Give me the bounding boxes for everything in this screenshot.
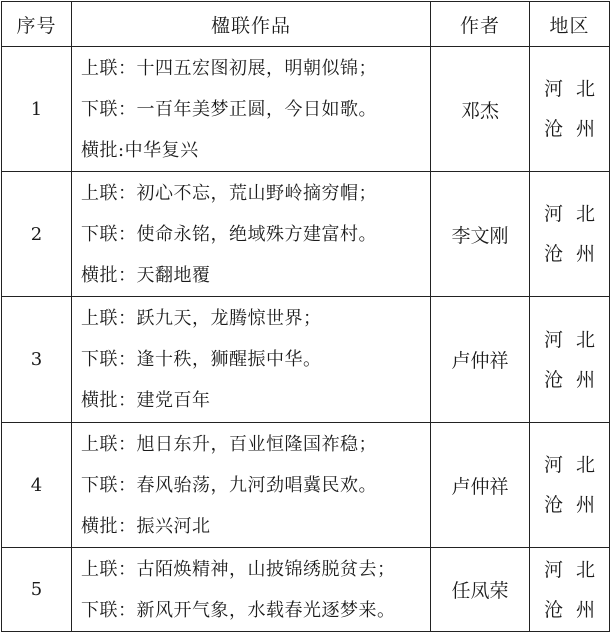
row-work <box>72 172 431 297</box>
region-char: 沧 <box>543 368 563 391</box>
lower-couplet: 下联：使命永铭，绝域殊方建富村。 <box>81 223 377 245</box>
region-char: 州 <box>575 598 595 621</box>
row-author: 任凤荣 <box>431 548 530 632</box>
upper-couplet: 上联：旭日东升，百业恒隆国祚稳； <box>81 433 377 455</box>
upper-couplet: 上联：古陌焕精神，山披锦绣脱贫去； <box>81 558 396 580</box>
lower-couplet: 下联：逢十秩，狮醒振中华。 <box>81 349 322 370</box>
table-row <box>2 47 610 172</box>
header-work: 楹联作品 <box>72 2 431 47</box>
header-region: 地区 <box>530 2 610 47</box>
region-char: 河 <box>543 454 563 476</box>
row-author: 卢仲祥 <box>431 423 530 548</box>
region-char: 河 <box>543 558 563 581</box>
row-work <box>72 423 431 548</box>
row-region <box>530 548 610 632</box>
upper-couplet: 上联：初心不忘，荒山野岭摘穷帽； <box>81 182 377 204</box>
header-author: 作者 <box>431 2 530 47</box>
table-row <box>2 423 610 548</box>
header-row <box>2 2 610 47</box>
upper-couplet: 上联：十四五宏图初展，明朝似锦； <box>81 57 377 79</box>
row-region <box>530 172 610 297</box>
row-seq: 2 <box>2 172 72 297</box>
lower-couplet: 下联：一百年美梦正圆，今日如歌。 <box>81 98 377 120</box>
upper-couplet: 上联：跃九天，龙腾惊世界； <box>81 308 322 329</box>
banner-couplet: 横批：建党百年 <box>81 390 211 411</box>
region-char: 河 <box>543 203 563 225</box>
header-seq: 序号 <box>2 2 72 47</box>
region-char: 州 <box>575 118 595 140</box>
region-char: 沧 <box>543 494 563 516</box>
region-char: 沧 <box>543 243 563 265</box>
row-author: 卢仲祥 <box>431 297 530 423</box>
region-char: 北 <box>575 203 595 225</box>
row-work <box>72 47 431 172</box>
region-char: 河 <box>543 328 563 351</box>
table-row <box>2 548 610 632</box>
region-char: 北 <box>575 454 595 476</box>
row-author: 邓杰 <box>431 47 530 172</box>
region-char: 沧 <box>543 118 563 140</box>
lower-couplet: 下联：新风开气象，水载春光逐梦来。 <box>81 599 396 621</box>
row-seq: 1 <box>2 47 72 172</box>
region-char: 沧 <box>543 598 563 621</box>
row-author: 李文刚 <box>431 172 530 297</box>
row-work <box>72 297 431 423</box>
region-char: 州 <box>575 494 595 516</box>
region-char: 州 <box>575 243 595 265</box>
banner-couplet: 横批：振兴河北 <box>81 515 211 537</box>
row-seq: 4 <box>2 423 72 548</box>
table-row <box>2 172 610 297</box>
row-region <box>530 423 610 548</box>
lower-couplet: 下联：春风骀荡，九河劲唱冀民欢。 <box>81 474 377 496</box>
row-seq: 5 <box>2 548 72 632</box>
row-seq: 3 <box>2 297 72 423</box>
region-char: 河 <box>543 78 563 100</box>
row-region <box>530 297 610 423</box>
row-work <box>72 548 431 632</box>
table-row <box>2 297 610 423</box>
banner-couplet: 横批：天翻地覆 <box>81 264 211 286</box>
banner-couplet: 横批:中华复兴 <box>81 139 199 161</box>
couplet-table <box>1 1 610 632</box>
region-char: 州 <box>575 368 595 391</box>
region-char: 北 <box>575 78 595 100</box>
row-region <box>530 47 610 172</box>
region-char: 北 <box>575 558 595 581</box>
region-char: 北 <box>575 328 595 351</box>
